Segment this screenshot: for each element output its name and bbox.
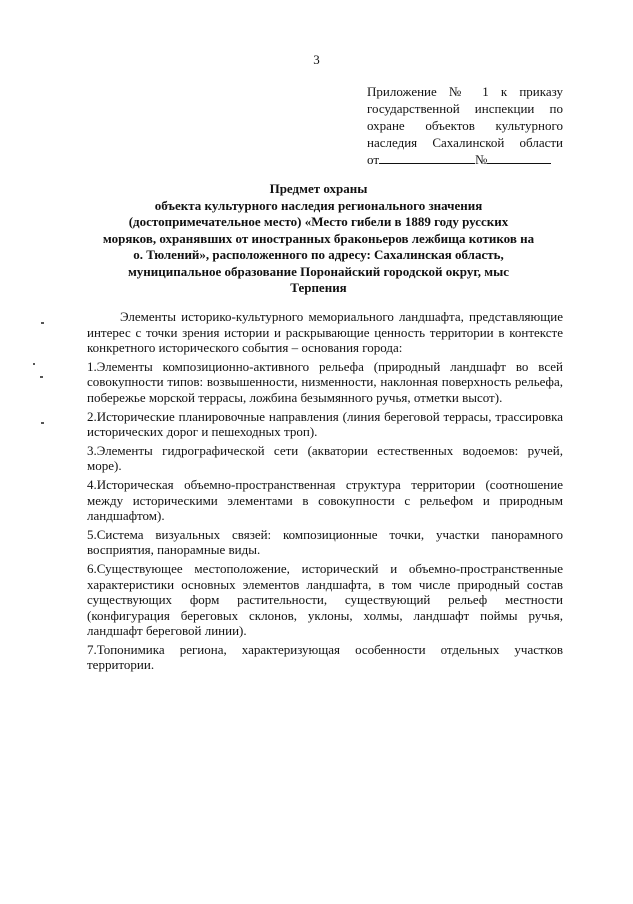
appendix-line: Приложение № 1 к приказу (367, 84, 563, 99)
number-prefix: № (475, 152, 488, 167)
list-item-number: 2. (87, 408, 97, 424)
number-blank (487, 151, 551, 164)
list-item-number: 3. (87, 442, 97, 458)
intro-paragraph: Элементы историко-культурного мемориального ландшафта, представляющие интерес с точки зрения истории и раскрывающие ценность территории в контексте конкретного исторического события – основания города: (87, 309, 563, 356)
list-item-text: Топонимика региона, характеризующая особенности отдельных участков территории. (87, 641, 563, 673)
title-line: (достопримечательное место) «Место гибели в 1889 году русских (128, 214, 509, 229)
list-item-number: 7. (87, 641, 97, 657)
list-item (87, 409, 563, 440)
list-item-text: Существующее местоположение, исторический и объемно-пространственные характеристики основных элементов ландшафта, в том числе природный состав существующих форм растительности, существующий рельеф местности (конфигурация береговых склонов, уклоны, холмы, ландшафт поймы ручья, ландшафт береговой линии). (87, 560, 563, 639)
scan-mark (33, 363, 35, 365)
list-item-text: Историческая объемно-пространственная структура территории (соотношение между историческими элементами в совокупности с рельефом и природным ландшафтом). (87, 476, 563, 524)
appendix-date-number-line (367, 151, 563, 168)
list-item (87, 561, 563, 639)
list-item-text: Система визуальных связей: композиционные точки, участки панорамного восприятия, панорамные виды. (87, 526, 563, 558)
title-line: объекта культурного наследия регионального значения (154, 197, 483, 213)
date-prefix: от (367, 152, 380, 167)
scan-mark (40, 376, 43, 378)
title-line: Терпения (290, 280, 347, 295)
appendix-line: государственной инспекции по (367, 101, 563, 116)
scan-mark (41, 422, 44, 424)
scan-mark (41, 322, 44, 324)
appendix-line: охране объектов культурного (367, 118, 563, 133)
list-item-text: Элементы гидрографической сети (акватории естественных водоемов: ручей, море). (87, 442, 563, 474)
list-item (87, 477, 563, 524)
list-item (87, 359, 563, 406)
title-line: Предмет охраны (269, 181, 368, 196)
page-number: 3 (313, 52, 320, 67)
title-line: моряков, охранявших от иностранных браконьеров лежбища котиков на (102, 230, 535, 246)
title-line: о. Тюлений», расположенного по адресу: Сахалинская область, (133, 247, 504, 262)
list-item-text: Элементы композиционно-активного рельефа (природный ландшафт во всей совокупности типов: возвышенности, низменности, наклонная поверхность рельефа, побережье морской террасы, ложбина безымянного ручья, отметки высот). (87, 358, 563, 405)
date-blank (379, 151, 475, 164)
document-title (72, 181, 565, 297)
list-item (87, 443, 563, 474)
appendix-line: наследия Сахалинской области (367, 135, 563, 150)
list-item-number: 5. (87, 526, 97, 542)
list-item (87, 527, 563, 558)
list-item (87, 642, 563, 673)
list-item-text: Исторические планировочные направления (линия береговой террасы, трассировка исторических дорог и пешеходных троп). (87, 408, 563, 440)
title-line: муниципальное образование Поронайский городской округ, мыс (127, 263, 510, 279)
list-item-number: 4. (87, 476, 97, 492)
document-body (87, 309, 563, 676)
list-item-number: 6. (87, 560, 97, 576)
appendix-header (367, 83, 563, 168)
list-item-number: 1. (87, 358, 97, 374)
